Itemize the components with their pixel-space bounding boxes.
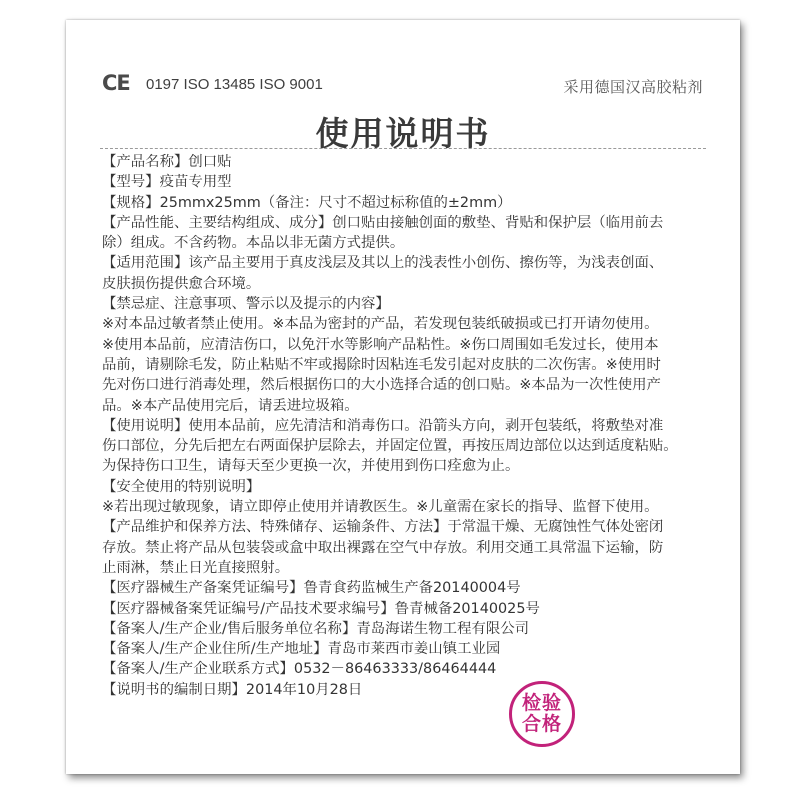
text-line: ※对本品过敏者禁止使用。※本品为密封的产品，若发现包装纸破损或已打开请勿使用。 <box>102 316 659 333</box>
text-line: 【医疗器械生产备案凭证编号】鲁青食药监械生产备20140004号 <box>102 580 521 597</box>
text-line: ※若出现过敏现象，请立即停止使用并请教医生。※儿童需在家长的指导、监督下使用。 <box>102 499 659 516</box>
title-divider <box>100 148 706 149</box>
text-line: 先对伤口进行消毒处理，然后根据伤口的大小选择合适的创口贴。※本品为一次性使用产 <box>102 377 661 394</box>
text-line: 存放。禁止将产品从包装袋或盒中取出裸露在空气中存放。利用交通工具常温下运输，防 <box>102 539 664 556</box>
text-line: 【说明书的编制日期】2014年10月28日 <box>102 681 363 698</box>
text-line: 【备案人/生产企业/售后服务单位名称】青岛海诺生物工程有限公司 <box>102 620 530 637</box>
text-line: 【产品维护和保养方法、特殊储存、运输条件、方法】于常温干燥、无腐蚀性气体处密闭 <box>102 519 664 536</box>
instruction-body <box>102 152 712 700</box>
text-line: 【备案人/生产企业住所/生产地址】青岛市莱西市姜山镇工业园 <box>102 641 501 658</box>
text-line: 【备案人/生产企业联系方式】0532－86463333/86464444 <box>102 661 497 678</box>
text-line: 品前，请剔除毛发，防止粘贴不牢或揭除时因粘连毛发引起对皮肤的二次伤害。※使用时 <box>102 356 661 373</box>
ce-mark-logo: CE <box>102 71 130 95</box>
text-line: 【禁忌症、注意事项、警示以及提示的内容】 <box>102 296 390 313</box>
stamp-text-bottom: 合格 <box>521 713 562 735</box>
adhesive-note: 采用德国汉高胶粘剂 <box>563 78 703 96</box>
text-line: 【产品名称】创口贴 <box>102 154 232 170</box>
text-line: 伤口部位，分先后把左右两面保护层除去，并固定位置，再按压周边部位以达到适度粘贴。 <box>102 438 678 455</box>
text-line: ※使用本品前，应清洁伤口，以免汗水等影响产品粘性。※伤口周围如毛发过长，使用本 <box>102 336 659 353</box>
text-line: 皮肤损伤提供愈合环境。 <box>102 275 261 292</box>
text-line: 【医疗器械备案凭证编号/产品技术要求编号】鲁青械备20140025号 <box>102 600 540 617</box>
text-line: 品。※本产品使用完后，请丢进垃圾箱。 <box>102 397 359 414</box>
text-line: 止雨淋，禁止日光直接照射。 <box>102 559 290 576</box>
stamp-text-top: 检验 <box>521 692 562 714</box>
text-line: 除）组成。不含药物。本品以非无菌方式提供。 <box>102 235 405 252</box>
document-title: 使用说明书 <box>315 114 491 153</box>
instruction-sheet <box>66 20 740 774</box>
text-line: 【使用说明】使用本品前，应先清洁和消毒伤口。沿箭头方向，剥开包装纸，将敷垫对准 <box>102 417 664 434</box>
text-line: 【规格】25mmx25mm（备注：尺寸不超过标称值的±2mm） <box>102 194 512 211</box>
inspection-passed-stamp <box>509 681 575 747</box>
text-line: 【型号】疫苗专用型 <box>102 174 232 191</box>
text-line: 【安全使用的特别说明】 <box>102 478 261 495</box>
text-line: 【产品性能、主要结构组成、成分】创口贴由接触创面的敷垫、背贴和保护层（临用前去 <box>102 214 664 231</box>
text-line: 为保持伤口卫生，请每天至少更换一次，并使用到伤口痊愈为止。 <box>102 458 520 475</box>
text-line: 【适用范围】该产品主要用于真皮浅层及其以上的浅表性小创伤、擦伤等，为浅表创面、 <box>102 255 664 272</box>
certification-numbers: 0197 ISO 13485 ISO 9001 <box>146 76 323 93</box>
